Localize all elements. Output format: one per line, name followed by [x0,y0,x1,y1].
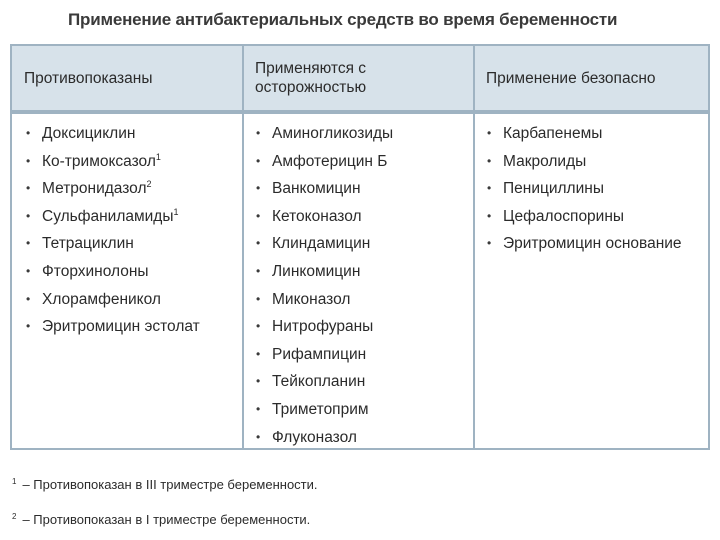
drug-name: Кетоконазол [272,207,362,225]
list-safe [487,120,705,257]
list-item [26,258,240,286]
bullet-icon: • [26,126,31,140]
header-caution [243,46,474,110]
bullet-icon: • [26,236,31,251]
drug-name: Ванкомицин [272,180,361,198]
list-caution [256,120,470,451]
bullet-icon: • [256,181,261,196]
footnote-ref: 1 [173,206,179,217]
bullet-icon: • [256,291,261,306]
bullet-icon: • [26,291,31,306]
drug-name: Тейкопланин [272,373,366,391]
list-item [256,203,470,231]
bullet-icon: • [256,319,261,334]
drug-name: Линкомицин [272,262,361,280]
list-item [487,175,705,203]
drug-name: Триметоприм [272,400,369,418]
drug-name: Доксициклин [42,125,136,142]
drug-name: Фторхинолоны [42,262,149,280]
list-item [26,230,240,258]
bullet-icon: • [26,208,31,223]
header-caution-label: Применяются с осторожностью [255,60,367,96]
bullet-icon: • [256,126,261,140]
footnote-ref: 1 [155,151,161,162]
drug-name: Цефалоспорины [503,207,625,225]
header-safe: Применение безопасно [486,69,656,87]
list-item [256,368,470,396]
column-divider [473,46,475,448]
bullet-icon: • [256,236,261,251]
list-item [256,175,470,203]
footnote-1 [12,477,318,492]
drug-name: Клиндамицин [272,235,371,253]
column-divider [242,46,244,448]
bullet-icon: • [487,181,492,196]
list-item [26,313,240,341]
list-contraindicated [26,120,240,341]
bullet-icon: • [256,153,261,168]
bullet-icon: • [26,263,31,278]
list-item [256,396,470,424]
list-item [256,148,470,176]
drug-name: Ко-тримоксазол [42,152,156,170]
list-item [26,203,240,231]
table-header [12,46,708,114]
list-item [26,120,240,148]
list-item [256,230,470,258]
drug-name: Сульфаниламиды [42,207,174,225]
drug-name: Флуконазол [272,428,357,446]
bullet-icon: • [256,208,261,223]
drug-name: Хлорамфеникол [42,290,161,308]
drug-name: Нитрофураны [272,318,374,336]
bullet-icon: • [487,236,492,251]
bullet-icon: • [26,181,31,196]
bullet-icon: • [256,401,261,416]
bullet-icon: • [256,429,261,444]
list-item [256,258,470,286]
drug-name: Карбапенемы [503,125,603,142]
footnote-mark: 2 [12,512,17,521]
footnote-mark: 1 [12,477,17,486]
bullet-icon: • [487,153,492,168]
drug-name: Метронидазол [42,180,147,198]
drug-name: Макролиды [503,152,587,170]
bullet-icon: • [26,153,31,168]
header-contraindicated: Противопоказаны [24,69,153,87]
list-item [26,148,240,176]
drug-name: Тетрациклин [42,235,134,253]
footnote-2 [12,512,310,527]
footnote-text: – Противопоказан в I триместре беременности. [22,512,311,527]
footnote-text: – Противопоказан в III триместре беременности. [22,477,318,492]
drug-name: Эритромицин основание [503,235,682,253]
list-item [256,341,470,369]
list-item [256,286,470,314]
drug-name: Амфотерицин Б [272,152,388,170]
bullet-icon: • [487,126,492,140]
list-item [26,175,240,203]
drug-name: Эритромицин эстолат [42,318,200,336]
bullet-icon: • [487,208,492,223]
list-item [487,120,705,148]
list-item [26,286,240,314]
drug-name: Рифампицин [272,345,367,363]
bullet-icon: • [256,263,261,278]
list-item [487,203,705,231]
page-title: Применение антибактериальных средств во время беременности [68,10,618,29]
list-item [256,120,470,148]
drug-name: Миконазол [272,290,351,308]
list-item [487,148,705,176]
drug-name: Пенициллины [503,180,604,198]
drug-name: Аминогликозиды [272,125,394,142]
bullet-icon: • [256,374,261,389]
list-item [256,313,470,341]
drug-table [10,44,710,450]
list-item [487,230,705,257]
list-item [256,424,470,452]
bullet-icon: • [256,346,261,361]
footnote-ref: 2 [146,179,152,190]
bullet-icon: • [26,319,31,334]
